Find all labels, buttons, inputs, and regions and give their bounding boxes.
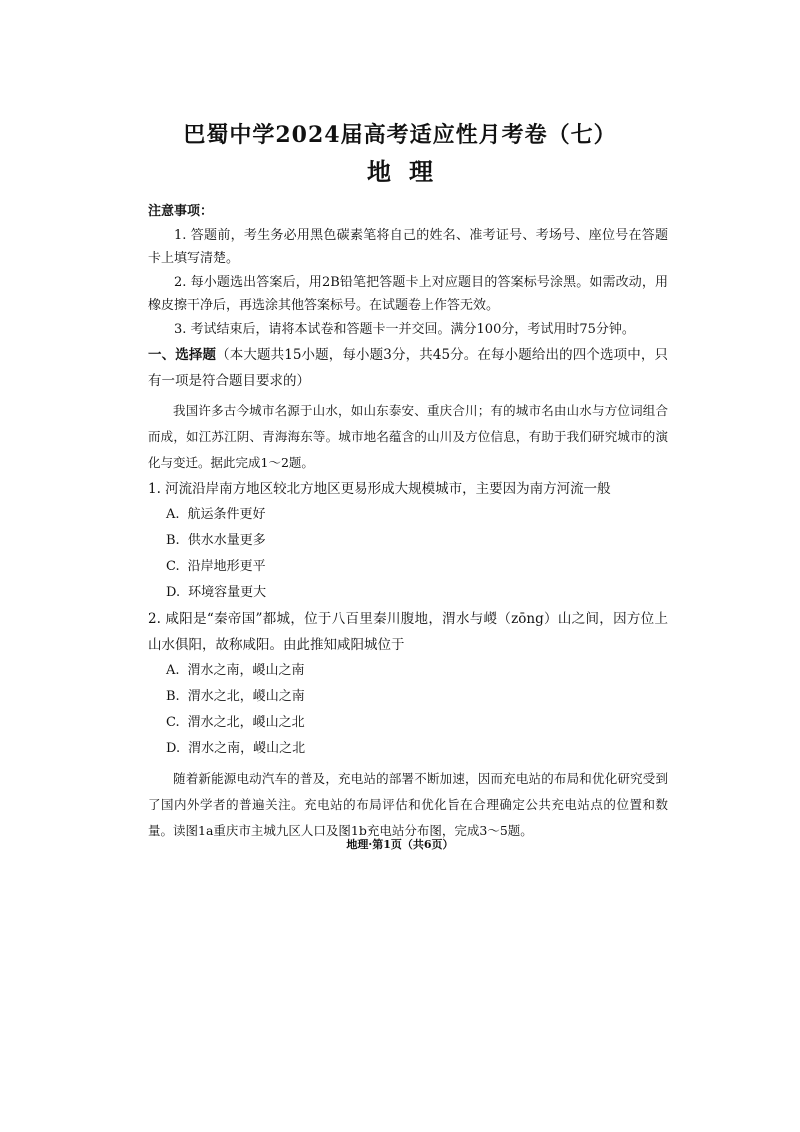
option-text: 沿岸地形更平 [187, 559, 266, 574]
notice-block [148, 200, 668, 341]
section-multiple-choice [148, 342, 668, 844]
option-text: 航运条件更好 [187, 507, 266, 522]
question-1-option-c [166, 554, 668, 580]
option-letter: D. [166, 585, 181, 600]
passage-intro-1: 我国许多古今城市名源于山水，如山东泰安、重庆合川；有的城市名由山水与方位词组合而成，如江苏江阴、青海海东等。城市地名蕴含的山川及方位信息，有助于我们研究城市的演化与变迁。据此完成1～2题。 [148, 403, 668, 470]
option-text: 渭水之北，嵕山之北 [187, 715, 305, 730]
option-letter: A. [166, 663, 180, 678]
exam-subject: 地理 [367, 157, 451, 186]
section-label: 一、选择题 [148, 347, 217, 363]
question-2-stem: 2. 咸阳是“秦帝国”都城，位于八百里秦川腹地，渭水与嵕（zōng）山之间，因方位上山水俱阳，故称咸阳。由此推知咸阳城位于 [148, 611, 668, 653]
section-description: （本大题共15小题，每小题3分，共45分。在每小题给出的四个选项中，只有一项是符合题目要求的） [148, 347, 669, 389]
question-2-options [148, 658, 668, 762]
question-2-option-a [166, 658, 668, 684]
exam-title: 巴蜀中学2024届高考适应性月考卷（七） [183, 122, 617, 148]
question-2-option-d [166, 736, 668, 762]
option-letter: D. [166, 741, 181, 756]
option-letter: B. [166, 689, 180, 704]
option-text: 供水水量更多 [187, 533, 266, 548]
option-text: 渭水之南，嵕山之北 [188, 741, 306, 756]
option-text: 渭水之南，嵕山之南 [187, 663, 305, 678]
option-text: 渭水之北，嵕山之南 [187, 689, 305, 704]
page-footer: 地理·第1页（共6页） [346, 838, 454, 851]
question-1-options [148, 502, 668, 606]
option-text: 环境容量更大 [188, 585, 267, 600]
notice-heading: 注意事项： [148, 204, 214, 219]
option-letter: A. [166, 507, 180, 522]
option-letter: B. [166, 533, 180, 548]
notice-item-1: 1. 答题前，考生务必用黑色碳素笔将自己的姓名、准考证号、考场号、座位号在答题卡上填写清楚。 [148, 227, 668, 266]
question-1-option-d [166, 580, 668, 606]
option-letter: C. [166, 559, 180, 574]
notice-item-2: 2. 每小题选出答案后，用2B铅笔把答题卡上对应题目的答案标号涂黑。如需改动，用橡皮擦干净后，再选涂其他答案标号。在试题卷上作答无效。 [148, 274, 668, 313]
question-1-option-b [166, 528, 668, 554]
section-title [148, 342, 668, 394]
question-1-stem: 1. 河流沿岸南方地区较北方地区更易形成大规模城市，主要因为南方河流一般 [148, 481, 611, 497]
option-letter: C. [166, 715, 180, 730]
question-2-option-b [166, 684, 668, 710]
passage-intro-2: 随着新能源电动汽车的普及，充电站的部署不断加速，因而充电站的布局和优化研究受到了国内外学者的普遍关注。充电站的布局评估和优化旨在合理确定公共充电站点的位置和数量。读图1a重庆市主城九区人口及图1b充电站分布图，完成3～5题。 [148, 771, 668, 838]
question-2-option-c [166, 710, 668, 736]
notice-item-3: 3. 考试结束后，请将本试卷和答题卡一并交回。满分100分，考试用时75分钟。 [174, 321, 635, 337]
question-1-option-a [166, 502, 668, 528]
